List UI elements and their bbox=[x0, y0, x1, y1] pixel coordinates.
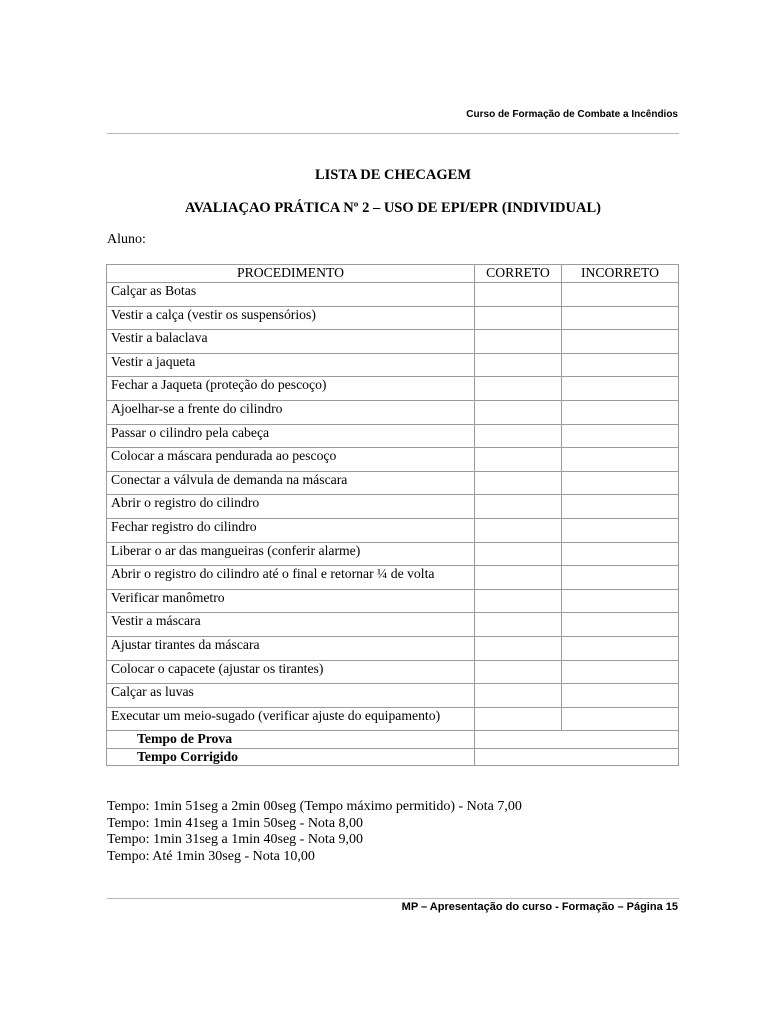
tempo-note-line: Tempo: 1min 51seg a 2min 00seg (Tempo máximo permitido) - Nota 7,00 bbox=[107, 799, 522, 814]
checklist-table bbox=[106, 264, 679, 766]
footer-row-label: Tempo de Prova bbox=[107, 731, 475, 749]
incorreto-cell[interactable] bbox=[562, 613, 679, 637]
correto-cell[interactable] bbox=[475, 518, 562, 542]
procedure-cell: Fechar registro do cilindro bbox=[107, 518, 475, 542]
header-incorreto: INCORRETO bbox=[562, 265, 679, 283]
footer-page-text: MP – Apresentação do curso - Formação – Página 15 bbox=[401, 901, 678, 913]
procedure-cell: Verificar manômetro bbox=[107, 589, 475, 613]
document-title: LISTA DE CHECAGEM bbox=[314, 167, 472, 183]
correto-cell[interactable] bbox=[475, 471, 562, 495]
tempo-note-line: Tempo: 1min 31seg a 1min 40seg - Nota 9,00 bbox=[107, 832, 364, 847]
correto-cell[interactable] bbox=[475, 448, 562, 472]
footer-row-value[interactable] bbox=[475, 748, 679, 766]
correto-cell[interactable] bbox=[475, 566, 562, 590]
table-row bbox=[107, 400, 679, 424]
correto-cell[interactable] bbox=[475, 660, 562, 684]
incorreto-cell[interactable] bbox=[562, 495, 679, 519]
table-row bbox=[107, 471, 679, 495]
procedure-cell: Calçar as Botas bbox=[107, 283, 475, 307]
procedure-cell: Colocar a máscara pendurada ao pescoço bbox=[107, 448, 475, 472]
table-row bbox=[107, 330, 679, 354]
correto-cell[interactable] bbox=[475, 636, 562, 660]
header-correto: CORRETO bbox=[475, 265, 562, 283]
table-row bbox=[107, 684, 679, 708]
incorreto-cell[interactable] bbox=[562, 330, 679, 354]
procedure-cell: Ajustar tirantes da máscara bbox=[107, 636, 475, 660]
incorreto-cell[interactable] bbox=[562, 518, 679, 542]
procedure-cell: Fechar a Jaqueta (proteção do pescoço) bbox=[107, 377, 475, 401]
checklist-rows bbox=[107, 283, 679, 766]
table-footer-row bbox=[107, 731, 679, 749]
table-footer-row bbox=[107, 748, 679, 766]
procedure-cell: Calçar as luvas bbox=[107, 684, 475, 708]
correto-cell[interactable] bbox=[475, 306, 562, 330]
correto-cell[interactable] bbox=[475, 283, 562, 307]
correto-cell[interactable] bbox=[475, 684, 562, 708]
footer-divider bbox=[107, 898, 679, 899]
table-row bbox=[107, 283, 679, 307]
incorreto-cell[interactable] bbox=[562, 353, 679, 377]
table-row bbox=[107, 306, 679, 330]
table-row bbox=[107, 613, 679, 637]
aluno-label: Aluno: bbox=[107, 232, 146, 247]
table-row bbox=[107, 589, 679, 613]
incorreto-cell[interactable] bbox=[562, 448, 679, 472]
incorreto-cell[interactable] bbox=[562, 400, 679, 424]
table-row bbox=[107, 353, 679, 377]
incorreto-cell[interactable] bbox=[562, 707, 679, 731]
procedure-cell: Conectar a válvula de demanda na máscara bbox=[107, 471, 475, 495]
table-row bbox=[107, 448, 679, 472]
incorreto-cell[interactable] bbox=[562, 566, 679, 590]
correto-cell[interactable] bbox=[475, 542, 562, 566]
header-course-title: Curso de Formação de Combate a Incêndios bbox=[466, 109, 678, 120]
procedure-cell: Vestir a máscara bbox=[107, 613, 475, 637]
procedure-cell: Colocar o capacete (ajustar os tirantes) bbox=[107, 660, 475, 684]
incorreto-cell[interactable] bbox=[562, 283, 679, 307]
tempo-note-line: Tempo: Até 1min 30seg - Nota 10,00 bbox=[107, 848, 315, 864]
table-row bbox=[107, 566, 679, 590]
procedure-cell: Passar o cilindro pela cabeça bbox=[107, 424, 475, 448]
document-subtitle: AVALIAÇAO PRÁTICA Nº 2 – USO DE EPI/EPR (INDIVIDUAL) bbox=[185, 200, 601, 216]
correto-cell[interactable] bbox=[475, 377, 562, 401]
table-row bbox=[107, 707, 679, 731]
table-row bbox=[107, 518, 679, 542]
incorreto-cell[interactable] bbox=[562, 589, 679, 613]
procedure-cell: Abrir o registro do cilindro até o final e retornar ¼ de volta bbox=[107, 566, 475, 590]
correto-cell[interactable] bbox=[475, 330, 562, 354]
correto-cell[interactable] bbox=[475, 613, 562, 637]
table-row bbox=[107, 424, 679, 448]
procedure-cell: Vestir a balaclava bbox=[107, 330, 475, 354]
footer-row-value[interactable] bbox=[475, 731, 679, 749]
incorreto-cell[interactable] bbox=[562, 424, 679, 448]
procedure-cell: Vestir a jaqueta bbox=[107, 353, 475, 377]
correto-cell[interactable] bbox=[475, 495, 562, 519]
header-divider bbox=[107, 133, 679, 134]
incorreto-cell[interactable] bbox=[562, 636, 679, 660]
table-row bbox=[107, 636, 679, 660]
table-row bbox=[107, 660, 679, 684]
correto-cell[interactable] bbox=[475, 707, 562, 731]
tempo-notes bbox=[107, 799, 522, 865]
procedure-cell: Vestir a calça (vestir os suspensórios) bbox=[107, 306, 475, 330]
correto-cell[interactable] bbox=[475, 353, 562, 377]
tempo-note-line: Tempo: 1min 41seg a 1min 50seg - Nota 8,00 bbox=[107, 815, 364, 831]
incorreto-cell[interactable] bbox=[562, 471, 679, 495]
header-procedimento: PROCEDIMENTO bbox=[107, 265, 475, 283]
incorreto-cell[interactable] bbox=[562, 660, 679, 684]
procedure-cell: Executar um meio-sugado (verificar ajuste do equipamento) bbox=[107, 707, 475, 731]
correto-cell[interactable] bbox=[475, 424, 562, 448]
procedure-cell: Liberar o ar das mangueiras (conferir alarme) bbox=[107, 542, 475, 566]
procedure-cell: Ajoelhar-se a frente do cilindro bbox=[107, 400, 475, 424]
footer-row-label: Tempo Corrigido bbox=[107, 748, 475, 766]
incorreto-cell[interactable] bbox=[562, 684, 679, 708]
correto-cell[interactable] bbox=[475, 589, 562, 613]
correto-cell[interactable] bbox=[475, 400, 562, 424]
incorreto-cell[interactable] bbox=[562, 306, 679, 330]
table-row bbox=[107, 495, 679, 519]
table-row bbox=[107, 377, 679, 401]
table-header-row bbox=[107, 265, 679, 283]
table-row bbox=[107, 542, 679, 566]
incorreto-cell[interactable] bbox=[562, 377, 679, 401]
procedure-cell: Abrir o registro do cilindro bbox=[107, 495, 475, 519]
incorreto-cell[interactable] bbox=[562, 542, 679, 566]
